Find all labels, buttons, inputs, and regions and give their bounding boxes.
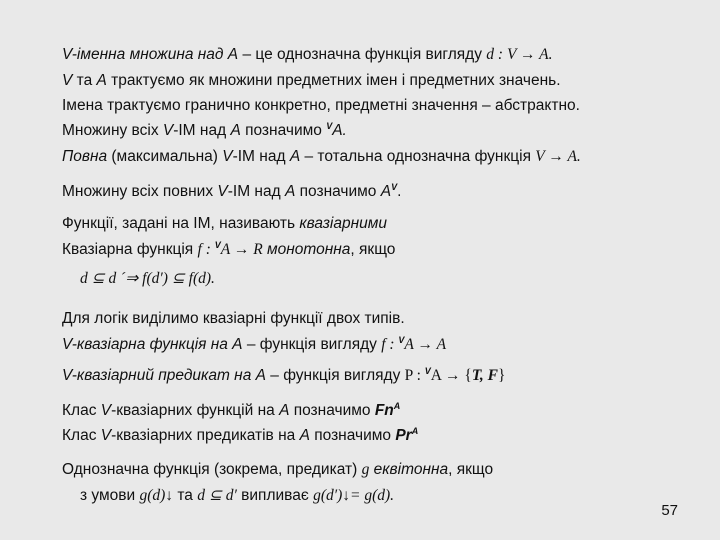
formula: f : <box>197 241 215 258</box>
symbol-a: A <box>279 402 290 419</box>
text: – функція вигляду <box>265 367 405 384</box>
text: позначимо <box>309 427 396 444</box>
symbol-a: A <box>289 148 301 165</box>
text: -квазіарних предикатів на <box>111 427 300 444</box>
page-number: 57 <box>661 502 678 519</box>
text: Клас <box>62 427 101 444</box>
text: -ІМ над <box>227 183 285 200</box>
formula: d : V → A. <box>486 46 553 63</box>
formula: d ⊆ d ´⇒ f(d′) ⊆ f(d). <box>80 270 215 287</box>
line-monotone-function <box>62 241 395 259</box>
formula: A → R <box>220 241 263 258</box>
symbol-v: V <box>217 183 228 200</box>
symbol-v: V <box>100 427 112 444</box>
formula-values: T, F <box>471 367 498 384</box>
text: позначимо <box>295 183 381 200</box>
symbol-a: A. <box>332 122 347 139</box>
superscript-v: V <box>326 121 333 131</box>
symbol-a: A <box>230 122 241 139</box>
term-v-named-set: V-іменна множина над A <box>62 46 239 63</box>
superscript-v: V <box>214 240 221 250</box>
term-monotone: монотонна <box>262 241 351 258</box>
term-quasiary: квазіарними <box>299 215 387 232</box>
text: випливає <box>236 487 314 504</box>
text: (максимальна) <box>107 148 223 165</box>
formula: A → { <box>430 367 472 384</box>
text: та <box>173 487 198 504</box>
symbol-v: V <box>100 402 112 419</box>
line-two-types <box>62 310 405 328</box>
line-monotone-condition <box>80 270 215 288</box>
superscript-v: V <box>398 335 405 345</box>
text: -квазіарних функцій на <box>111 402 280 419</box>
formula: A → A <box>404 336 447 353</box>
text: , якщо <box>350 241 396 258</box>
text: Множину всіх <box>62 122 163 139</box>
formula: } <box>497 367 506 384</box>
line-definition-v-named-set <box>62 46 552 64</box>
symbol-a: A <box>96 72 107 89</box>
text: Клас <box>62 402 101 419</box>
superscript-v: V <box>391 182 398 192</box>
superscript-v: V <box>424 366 431 376</box>
superscript-a: A <box>411 426 419 436</box>
line-v-quasiary-predicate <box>62 367 505 385</box>
symbol-fn: Fn <box>374 402 394 419</box>
text: Функції, задані на ІМ, називають <box>62 215 300 232</box>
text: – тотальна однозначна функція <box>300 148 536 165</box>
line-set-of-full-v-nm <box>62 183 401 201</box>
text: Для логік виділимо квазіарні функції двох типів. <box>62 310 405 327</box>
line-full-v-nm <box>62 148 581 166</box>
text: -ІМ над <box>232 148 290 165</box>
line-interpretation <box>62 72 561 90</box>
term-full: Повна <box>62 148 108 165</box>
formula: g(d)↓ <box>139 487 174 504</box>
text: Імена трактуємо гранично конкретно, предметні значення – абстрактно. <box>62 97 580 114</box>
text: . <box>397 183 402 200</box>
text: Однозначна функція (зокрема, предикат) <box>62 461 362 478</box>
symbol-v: V <box>62 72 73 89</box>
formula: V → A. <box>535 148 581 165</box>
text: та <box>72 72 97 89</box>
symbol-v: V <box>162 122 174 139</box>
formula: d ⊆ d′ <box>197 487 237 504</box>
term-equitone: еквітонна <box>369 461 449 478</box>
text: позначимо <box>240 122 327 139</box>
formula: f : <box>381 336 399 353</box>
line-class-predicates <box>62 427 418 445</box>
formula: P : <box>404 367 425 384</box>
symbol-v: V <box>222 148 233 165</box>
formula: g(d′)↓= g(d). <box>313 487 395 504</box>
line-quasiary-definition <box>62 215 387 233</box>
symbol-g: g <box>361 461 370 478</box>
text: з умови <box>80 487 140 504</box>
line-equitone-condition <box>80 487 394 505</box>
line-v-quasiary-function <box>62 336 446 354</box>
symbol-a: A <box>380 183 392 200</box>
term-v-quasiary-function: V-квазіарна функція на A <box>62 336 243 353</box>
text: – це однозначна функція вигляду <box>238 46 487 63</box>
line-equitone-definition <box>62 461 493 479</box>
text: , якщо <box>448 461 494 478</box>
superscript-a: A <box>393 401 401 411</box>
line-names-concrete <box>62 97 580 115</box>
text: Квазіарна функція <box>62 241 198 258</box>
text: – функція вигляду <box>242 336 382 353</box>
symbol-a: A <box>299 427 310 444</box>
symbol-pr: Pr <box>395 427 412 444</box>
term-v-quasiary-predicate: V-квазіарний предикат на A <box>62 367 266 384</box>
text: позначимо <box>289 402 375 419</box>
text: -ІМ над <box>173 122 231 139</box>
text: трактуємо як множини предметних імен і предметних значень. <box>106 72 561 89</box>
symbol-a: A <box>284 183 296 200</box>
text: Множину всіх повних <box>62 183 218 200</box>
line-set-of-all-v-nm <box>62 122 347 140</box>
line-class-functions <box>62 402 400 420</box>
